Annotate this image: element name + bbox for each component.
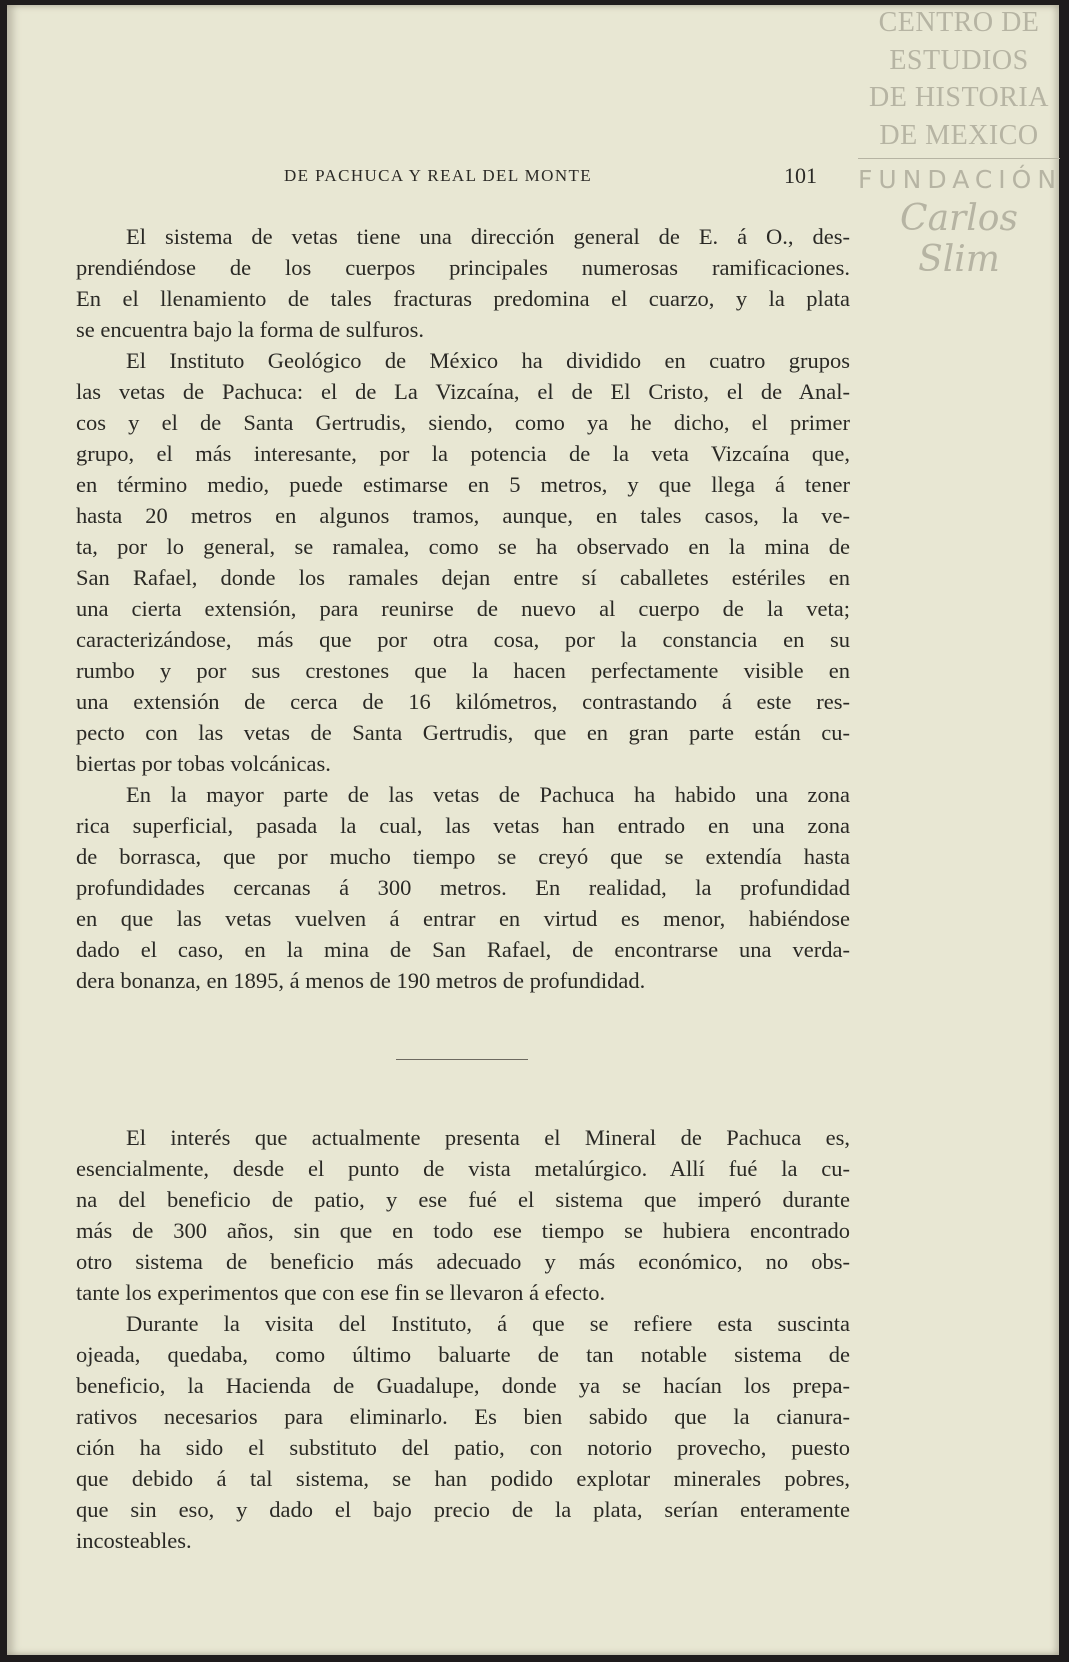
text-line: grupo, el más interesante, por la potencia de la veta Vizcaína que,	[76, 441, 850, 466]
text-line: en que las vetas vuelven á entrar en virtud es menor, habiéndose	[76, 906, 850, 931]
watermark-line: CENTRO DE	[878, 7, 1040, 38]
text-line: una cierta extensión, para reunirse de nuevo al cuerpo de la veta;	[76, 596, 850, 621]
text-line: prendiéndose de los cuerpos principales numerosas ramificaciones.	[76, 255, 850, 280]
text-line: rica superficial, pasada la cual, las vetas han entrado en una zona	[76, 813, 850, 838]
text-line: caracterizándose, más que por otra cosa, por la constancia en su	[76, 627, 850, 652]
text-line: En el llenamiento de tales fracturas predomina el cuarzo, y la plata	[76, 286, 850, 311]
text-line: incosteables.	[76, 1528, 192, 1553]
paragraph	[76, 1122, 850, 1308]
text-line: cos y el de Santa Gertrudis, siendo, como ya he dicho, el primer	[76, 410, 850, 435]
text-line: El interés que actualmente presenta el Mineral de Pachuca es,	[126, 1125, 850, 1150]
watermark-line: DE HISTORIA	[869, 82, 1049, 113]
text-line: más de 300 años, sin que en todo ese tiempo se hubiera encontrado	[76, 1218, 850, 1243]
text-line: las vetas de Pachuca: el de La Vizcaína, el de El Cristo, el de Anal-	[76, 379, 850, 404]
text-line: ción ha sido el substituto del patio, con notorio provecho, puesto	[76, 1435, 850, 1460]
text-line: biertas por tobas volcánicas.	[76, 751, 331, 776]
paragraph	[76, 779, 850, 996]
text-line: na del beneficio de patio, y ese fué el sistema que imperó durante	[76, 1187, 850, 1212]
text-line: ta, por lo general, se ramalea, como se ha observado en la mina de	[76, 534, 850, 559]
watermark-signature: Carlos Slim	[900, 198, 1018, 280]
watermark-line: DE MEXICO	[879, 119, 1039, 151]
text-line: otro sistema de beneficio más adecuado y más económico, no obs-	[76, 1249, 850, 1274]
text-line: dera bonanza, en 1895, á menos de 190 metros de profundidad.	[76, 968, 646, 993]
running-title: DE PACHUCA Y REAL DEL MONTE	[284, 166, 593, 185]
text-line: una extensión de cerca de 16 kilómetros, contrastando á este res-	[76, 689, 850, 714]
text-line: Durante la visita del Instituto, á que se refiere esta suscinta	[126, 1311, 850, 1336]
section-1	[76, 221, 850, 996]
watermark-foundation: FUNDACIÓN	[858, 165, 1063, 194]
section-2	[76, 1122, 850, 1556]
text-line: pecto con las vetas de Santa Gertrudis, que en gran parte están cu-	[76, 720, 850, 745]
paragraph	[76, 345, 850, 779]
text-line: San Rafael, donde los ramales dejan entre sí caballetes estériles en	[76, 565, 850, 590]
text-line: tante los experimentos que con ese fin se llevaron á efecto.	[76, 1280, 606, 1305]
text-line: se encuentra bajo la forma de sulfuros.	[76, 317, 424, 342]
text-line: que sin eso, y dado el bajo precio de la plata, serían enteramente	[76, 1497, 850, 1522]
paragraph	[76, 221, 850, 345]
text-line: que debido á tal sistema, se han podido explotar minerales pobres,	[76, 1466, 850, 1491]
page-number: 101	[784, 163, 817, 188]
text-line: de borrasca, que por mucho tiempo se creyó que se extendía hasta	[76, 844, 850, 869]
section-divider	[396, 1059, 528, 1060]
text-line: en término medio, puede estimarse en 5 metros, y que llega á tener	[76, 472, 850, 497]
paragraph	[76, 1308, 850, 1556]
watermark-divider	[858, 158, 1060, 159]
text-line: dado el caso, en la mina de San Rafael, de encontrarse una verda-	[76, 937, 850, 962]
watermark-logo	[858, 4, 1063, 280]
text-line: rumbo y por sus crestones que la hacen perfectamente visible en	[76, 658, 850, 683]
text-line: rativos necesarios para eliminarlo. Es bien sabido que la cianura-	[76, 1404, 850, 1429]
text-line: esencialmente, desde el punto de vista metalúrgico. Allí fué la cu-	[76, 1156, 850, 1181]
text-line: beneficio, la Hacienda de Guadalupe, donde ya se hacían los prepa-	[76, 1373, 850, 1398]
text-line: profundidades cercanas á 300 metros. En realidad, la profundidad	[76, 875, 850, 900]
watermark-line: ESTUDIOS	[889, 44, 1029, 76]
text-line: El sistema de vetas tiene una dirección general de E. á O., des-	[126, 224, 850, 249]
text-line: hasta 20 metros en algunos tramos, aunque, en tales casos, la ve-	[76, 503, 850, 528]
text-line: El Instituto Geológico de México ha dividido en cuatro grupos	[126, 348, 850, 373]
text-line: En la mayor parte de las vetas de Pachuca ha habido una zona	[126, 782, 850, 807]
text-line: ojeada, quedaba, como último baluarte de tan notable sistema de	[76, 1342, 850, 1367]
